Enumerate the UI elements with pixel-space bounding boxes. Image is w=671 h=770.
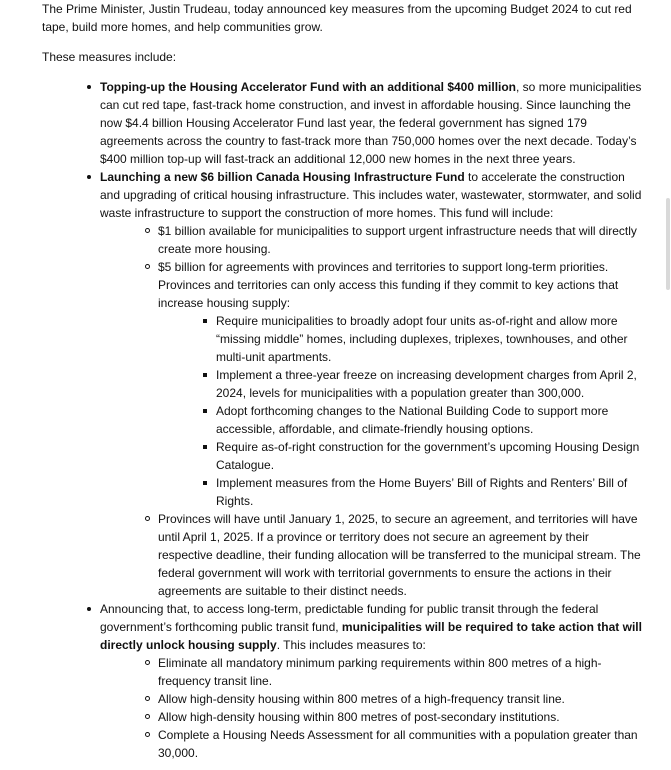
fund-sublist <box>158 222 643 600</box>
list-item <box>158 258 643 510</box>
list-item: Allow high-density housing within 800 metres of a high-frequency transit line. <box>158 690 643 708</box>
actions-list <box>216 312 643 510</box>
list-item: Require as-of-right construction for the government’s upcoming Housing Design Catalogue. <box>216 438 643 474</box>
item-bold: municipalities will be required to take action that will directly unlock housing supply <box>100 620 642 652</box>
scrollbar-thumb[interactable] <box>666 198 670 290</box>
item-text: to accelerate the construction and upgrading of critical housing infrastructure. This includes water, wastewater, stormwater, and solid waste infrastructure to support the construction of more homes. This fund will include: <box>100 170 642 220</box>
measures-list <box>100 78 643 762</box>
list-item: Eliminate all mandatory minimum parking requirements within 800 metres of a high-frequency transit line. <box>158 654 643 690</box>
list-item: Complete a Housing Needs Assessment for all communities with a population greater than 30,000. <box>158 726 643 762</box>
list-item: Allow high-density housing within 800 metres of post-secondary institutions. <box>158 708 643 726</box>
list-item <box>100 78 643 168</box>
intro-paragraph: The Prime Minister, Justin Trudeau, today announced key measures from the upcoming Budget 2024 to cut red tape, build more homes, and help communities grow. <box>42 2 632 34</box>
list-item: Require municipalities to broadly adopt four units as-of-right and allow more “missing middle” homes, including duplexes, triplexes, townhouses, and other multi-unit apartments. <box>216 312 643 366</box>
item-bold: Topping-up the Housing Accelerator Fund with an additional $400 million <box>100 80 517 94</box>
list-item: Implement a three-year freeze on increasing development charges from April 2, 2024, levels for municipalities with a population greater than 300,000. <box>216 366 643 402</box>
item-text: . This includes measures to: <box>276 638 426 652</box>
list-item: Adopt forthcoming changes to the National Building Code to support more accessible, affordable, and climate-friendly housing options. <box>216 402 643 438</box>
list-item <box>100 168 643 600</box>
item-text: $5 billion for agreements with provinces and territories to support long-term priorities. Provinces and territories can only access this funding if they commit to key actions that increase housing supply: <box>158 260 619 310</box>
list-item <box>100 600 643 762</box>
transit-sublist <box>158 654 643 762</box>
list-item: Provinces will have until January 1, 2025, to secure an agreement, and territories will have until April 1, 2025. If a province or territory does not secure an agreement by their respective deadline, their funding allocation will be transferred to the municipal stream. The federal government will work with territorial governments to ensure the actions in their agreements are suitable to their distinct needs. <box>158 510 643 600</box>
lead-paragraph: These measures include: <box>42 50 177 64</box>
item-text: Announcing that, to access long-term, predictable funding for public transit through the federal government’s forthcoming public transit fund, <box>100 602 599 634</box>
item-bold: Launching a new $6 billion Canada Housing Infrastructure Fund <box>100 170 465 184</box>
item-text: , so more municipalities can cut red tape, fast-track home construction, and invest in affordable housing. Since launching the now $4.4 billion Housing Accelerator Fund last year, the federal government has signed 179 agreements across the country to fast-track more than 750,000 homes over the next decade. Today’s $400 million top-up will fast-track an additional 12,000 new homes in the next three years. <box>100 80 642 166</box>
list-item: $1 billion available for municipalities to support urgent infrastructure needs that will directly create more housing. <box>158 222 643 258</box>
list-item: Implement measures from the Home Buyers’ Bill of Rights and Renters’ Bill of Rights. <box>216 474 643 510</box>
